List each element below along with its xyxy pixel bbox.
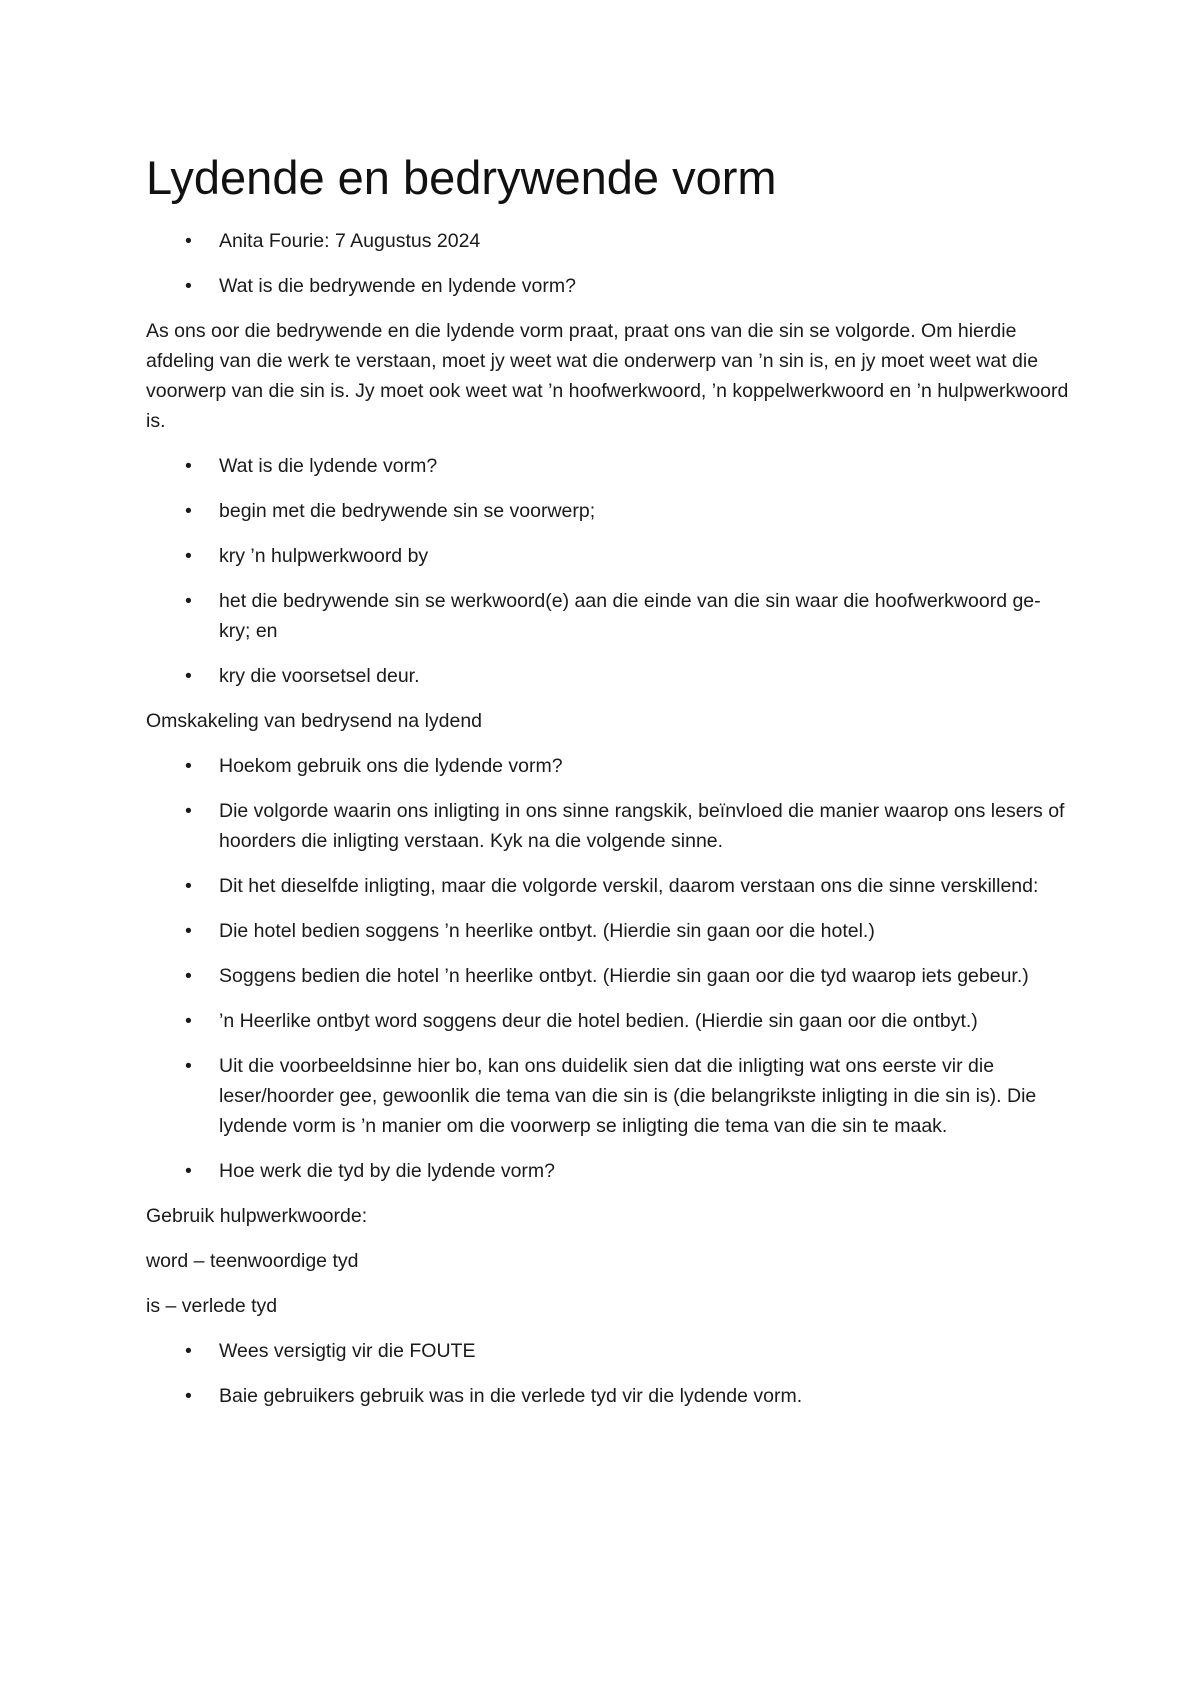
- list-item: • Baie gebruikers gebruik was in die verlede tyd vir die lydende vorm.: [146, 1381, 1070, 1411]
- list-item: • kry die voorsetsel deur.: [146, 661, 1070, 691]
- list-item: • begin met die bedrywende sin se voorwerp;: [146, 496, 1070, 526]
- list-item: • Hoekom gebruik ons die lydende vorm?: [146, 751, 1070, 781]
- list-item: • Anita Fourie: 7 Augustus 2024: [146, 226, 1070, 256]
- list-item: • ’n Heerlike ontbyt word soggens deur die hotel bedien. (Hierdie sin gaan oor die ontbyt.): [146, 1006, 1070, 1036]
- list-item: • Wat is die bedrywende en lydende vorm?: [146, 271, 1070, 301]
- lydende-list: [146, 451, 1070, 691]
- list-item: • Die volgorde waarin ons inligting in ons sinne rangskik, beïnvloed die manier waarop ons lesers of hoorders die inligting verstaan. Kyk na die volgende sinne.: [146, 796, 1070, 856]
- list-item: • kry ’n hulpwerkwoord by: [146, 541, 1070, 571]
- list-item: • Soggens bedien die hotel ’n heerlike ontbyt. (Hierdie sin gaan oor die tyd waarop iets gebeur.): [146, 961, 1070, 991]
- paragraph: word – teenwoordige tyd: [146, 1250, 359, 1272]
- hoekom-list: [146, 751, 1070, 1186]
- intro-list: [146, 226, 1070, 301]
- example-list: [146, 916, 1070, 1036]
- list-item: • Uit die voorbeeldsinne hier bo, kan ons duidelik sien dat die inligting wat ons eerste vir die leser/hoorder gee, gewoonlik die tema van die sin is (die belangrikste inligting in die sin is). Die lydende vorm is ’n manier om die voorwerp se inligting die tema van die sin te maak.: [146, 1051, 1070, 1141]
- list-item: • Wees versigtig vir die FOUTE: [146, 1336, 1070, 1366]
- warning-list: [146, 1336, 1070, 1411]
- paragraph: is – verlede tyd: [146, 1295, 278, 1317]
- list-item: • Die hotel bedien soggens ’n heerlike ontbyt. (Hierdie sin gaan oor die hotel.): [146, 916, 1070, 946]
- list-item: • Dit het dieselfde inligting, maar die volgorde verskil, daarom verstaan ons die sinne verskillend:: [146, 871, 1070, 901]
- nested-list-container: [146, 916, 1070, 1036]
- list-item: • Wat is die lydende vorm?: [146, 451, 1070, 481]
- paragraph: Gebruik hulpwerkwoorde:: [146, 1205, 368, 1227]
- document-title: Lydende en bedrywende vorm: [146, 151, 777, 204]
- paragraph: As ons oor die bedrywende en die lydende vorm praat, praat ons van die sin se volgorde. Om hierdie afdeling van die werk te verstaan, moet jy weet wat die onderwerp van ’n sin is, en jy moet weet wat die voorwerp van die sin is. Jy moet ook weet wat ’n hoofwerkwoord, ’n koppelwerkwoord en ’n hulpwerkwoord is.: [146, 320, 1069, 432]
- section-heading: Omskakeling van bedrysend na lydend: [146, 710, 483, 732]
- list-item: • het die bedrywende sin se werkwoord(e) aan die einde van die sin waar die hoofwerkwoord ge- kry; en: [146, 586, 1070, 646]
- list-item: • Hoe werk die tyd by die lydende vorm?: [146, 1156, 1070, 1186]
